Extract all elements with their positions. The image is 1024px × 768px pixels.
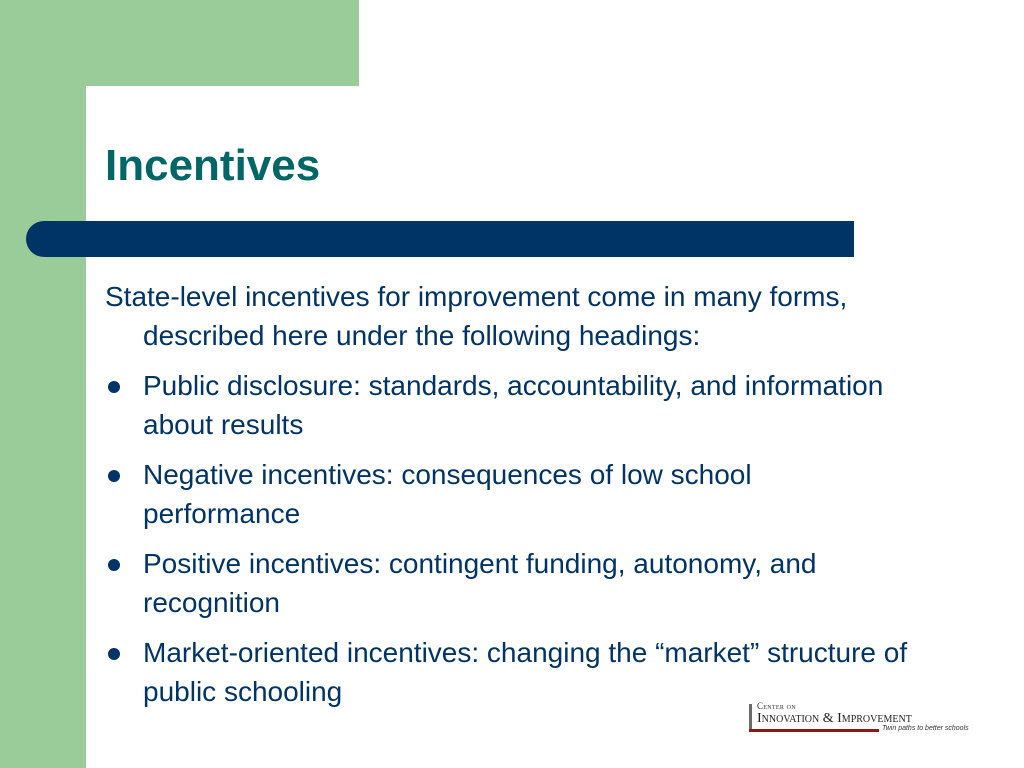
slide-body <box>105 277 915 722</box>
bullet-dot-icon <box>108 648 120 660</box>
bullet-text: Positive incentives: contingent funding, autonomy, and recognition <box>143 548 817 618</box>
logo-bracket-mark <box>749 704 752 732</box>
bullet-text: Public disclosure: standards, accountability, and information about results <box>143 370 884 440</box>
green-top-band <box>0 0 359 86</box>
title-divider-bar <box>26 221 854 257</box>
bullet-text: Market-oriented incentives: changing the “market” structure of public schooling <box>143 637 908 707</box>
bullet-dot-icon <box>108 381 120 393</box>
bullet-dot-icon <box>108 470 120 482</box>
bullet-item <box>105 366 915 444</box>
logo-tagline: Twin paths to better schools <box>882 725 969 732</box>
bullet-item <box>105 455 915 533</box>
logo-line-2: Innovation & Improvement <box>757 711 912 726</box>
bullet-item <box>105 544 915 622</box>
logo-line-1: Center on <box>757 701 796 711</box>
center-on-innovation-logo <box>749 700 969 740</box>
bullet-list <box>105 366 915 711</box>
logo-underline-mark <box>749 729 879 732</box>
intro-paragraph: State-level incentives for improvement come in many forms, described here under the following headings: <box>105 281 848 351</box>
bullet-text: Negative incentives: consequences of low school performance <box>143 459 752 529</box>
green-sidebar-band <box>0 0 86 768</box>
bullet-dot-icon <box>108 559 120 571</box>
slide-title: Incentives <box>105 141 321 190</box>
